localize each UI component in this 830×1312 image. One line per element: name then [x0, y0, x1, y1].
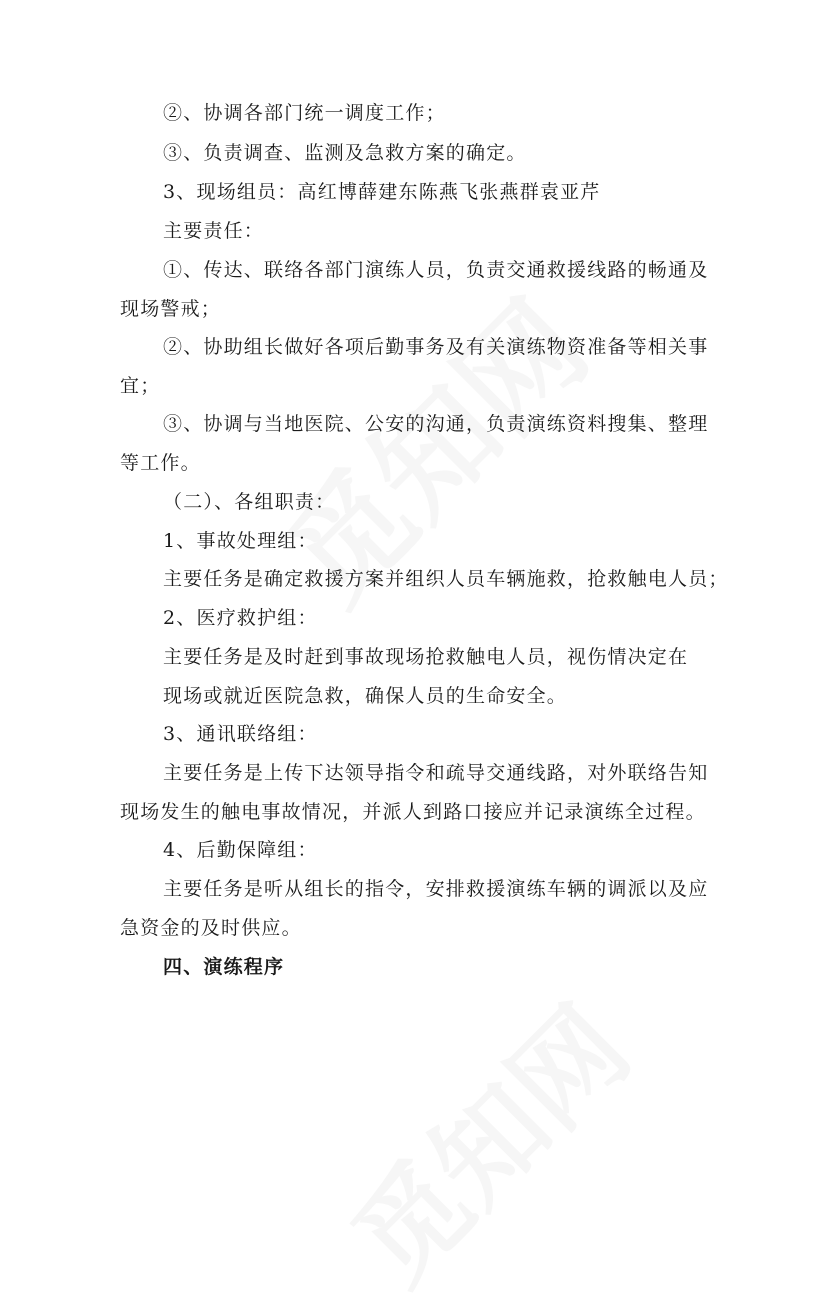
text-line: 现场或就近医院急救，确保人员的生命安全。: [163, 685, 568, 707]
text-line: 2、医疗救护组：: [163, 607, 318, 629]
text-line: 3、通讯联络组：: [163, 723, 318, 745]
text-line: 现场警戒；: [120, 298, 222, 320]
text-line: 等工作。: [120, 452, 201, 474]
watermark: [312, 966, 657, 1311]
text-line: ①、传达、联络各部门演练人员，负责交通救援线路的畅通及: [163, 259, 709, 281]
text-line: 主要任务是确定救援方案并组织人员车辆施救，抢救触电人员；: [163, 568, 729, 590]
text-line: ③、协调与当地医院、公安的沟通，负责演练资料搜集、整理: [163, 413, 709, 435]
text-line: 宜；: [120, 375, 161, 397]
text-line: 4、后勤保障组：: [163, 839, 318, 861]
text-line: 主要任务是及时赶到事故现场抢救触电人员，视伤情决定在: [163, 646, 689, 668]
text-line: 急资金的及时供应。: [120, 917, 302, 939]
text-line: 主要任务是上传下达领导指令和疏导交通线路，对外联络告知: [163, 762, 709, 784]
text-line: ②、协助组长做好各项后勤事务及有关演练物资准备等相关事: [163, 336, 709, 358]
text-line: 1、事故处理组：: [163, 530, 318, 552]
section-heading: 四、演练程序: [163, 956, 285, 978]
text-line: 主要任务是听从组长的指令，安排救援演练车辆的调派以及应: [163, 878, 709, 900]
text-line: 3、现场组员：高红博薛建东陈燕飞张燕群袁亚芹: [163, 181, 601, 203]
text-line: 现场发生的触电事故情况，并派人到路口接应并记录演练全过程。: [120, 801, 706, 823]
text-line: ③、负责调查、监测及急救方案的确定。: [163, 142, 527, 164]
section-heading: （二）、各组职责：: [163, 491, 336, 513]
text-line: ②、协调各部门统一调度工作；: [163, 102, 446, 124]
text-line: 主要责任：: [163, 220, 265, 242]
